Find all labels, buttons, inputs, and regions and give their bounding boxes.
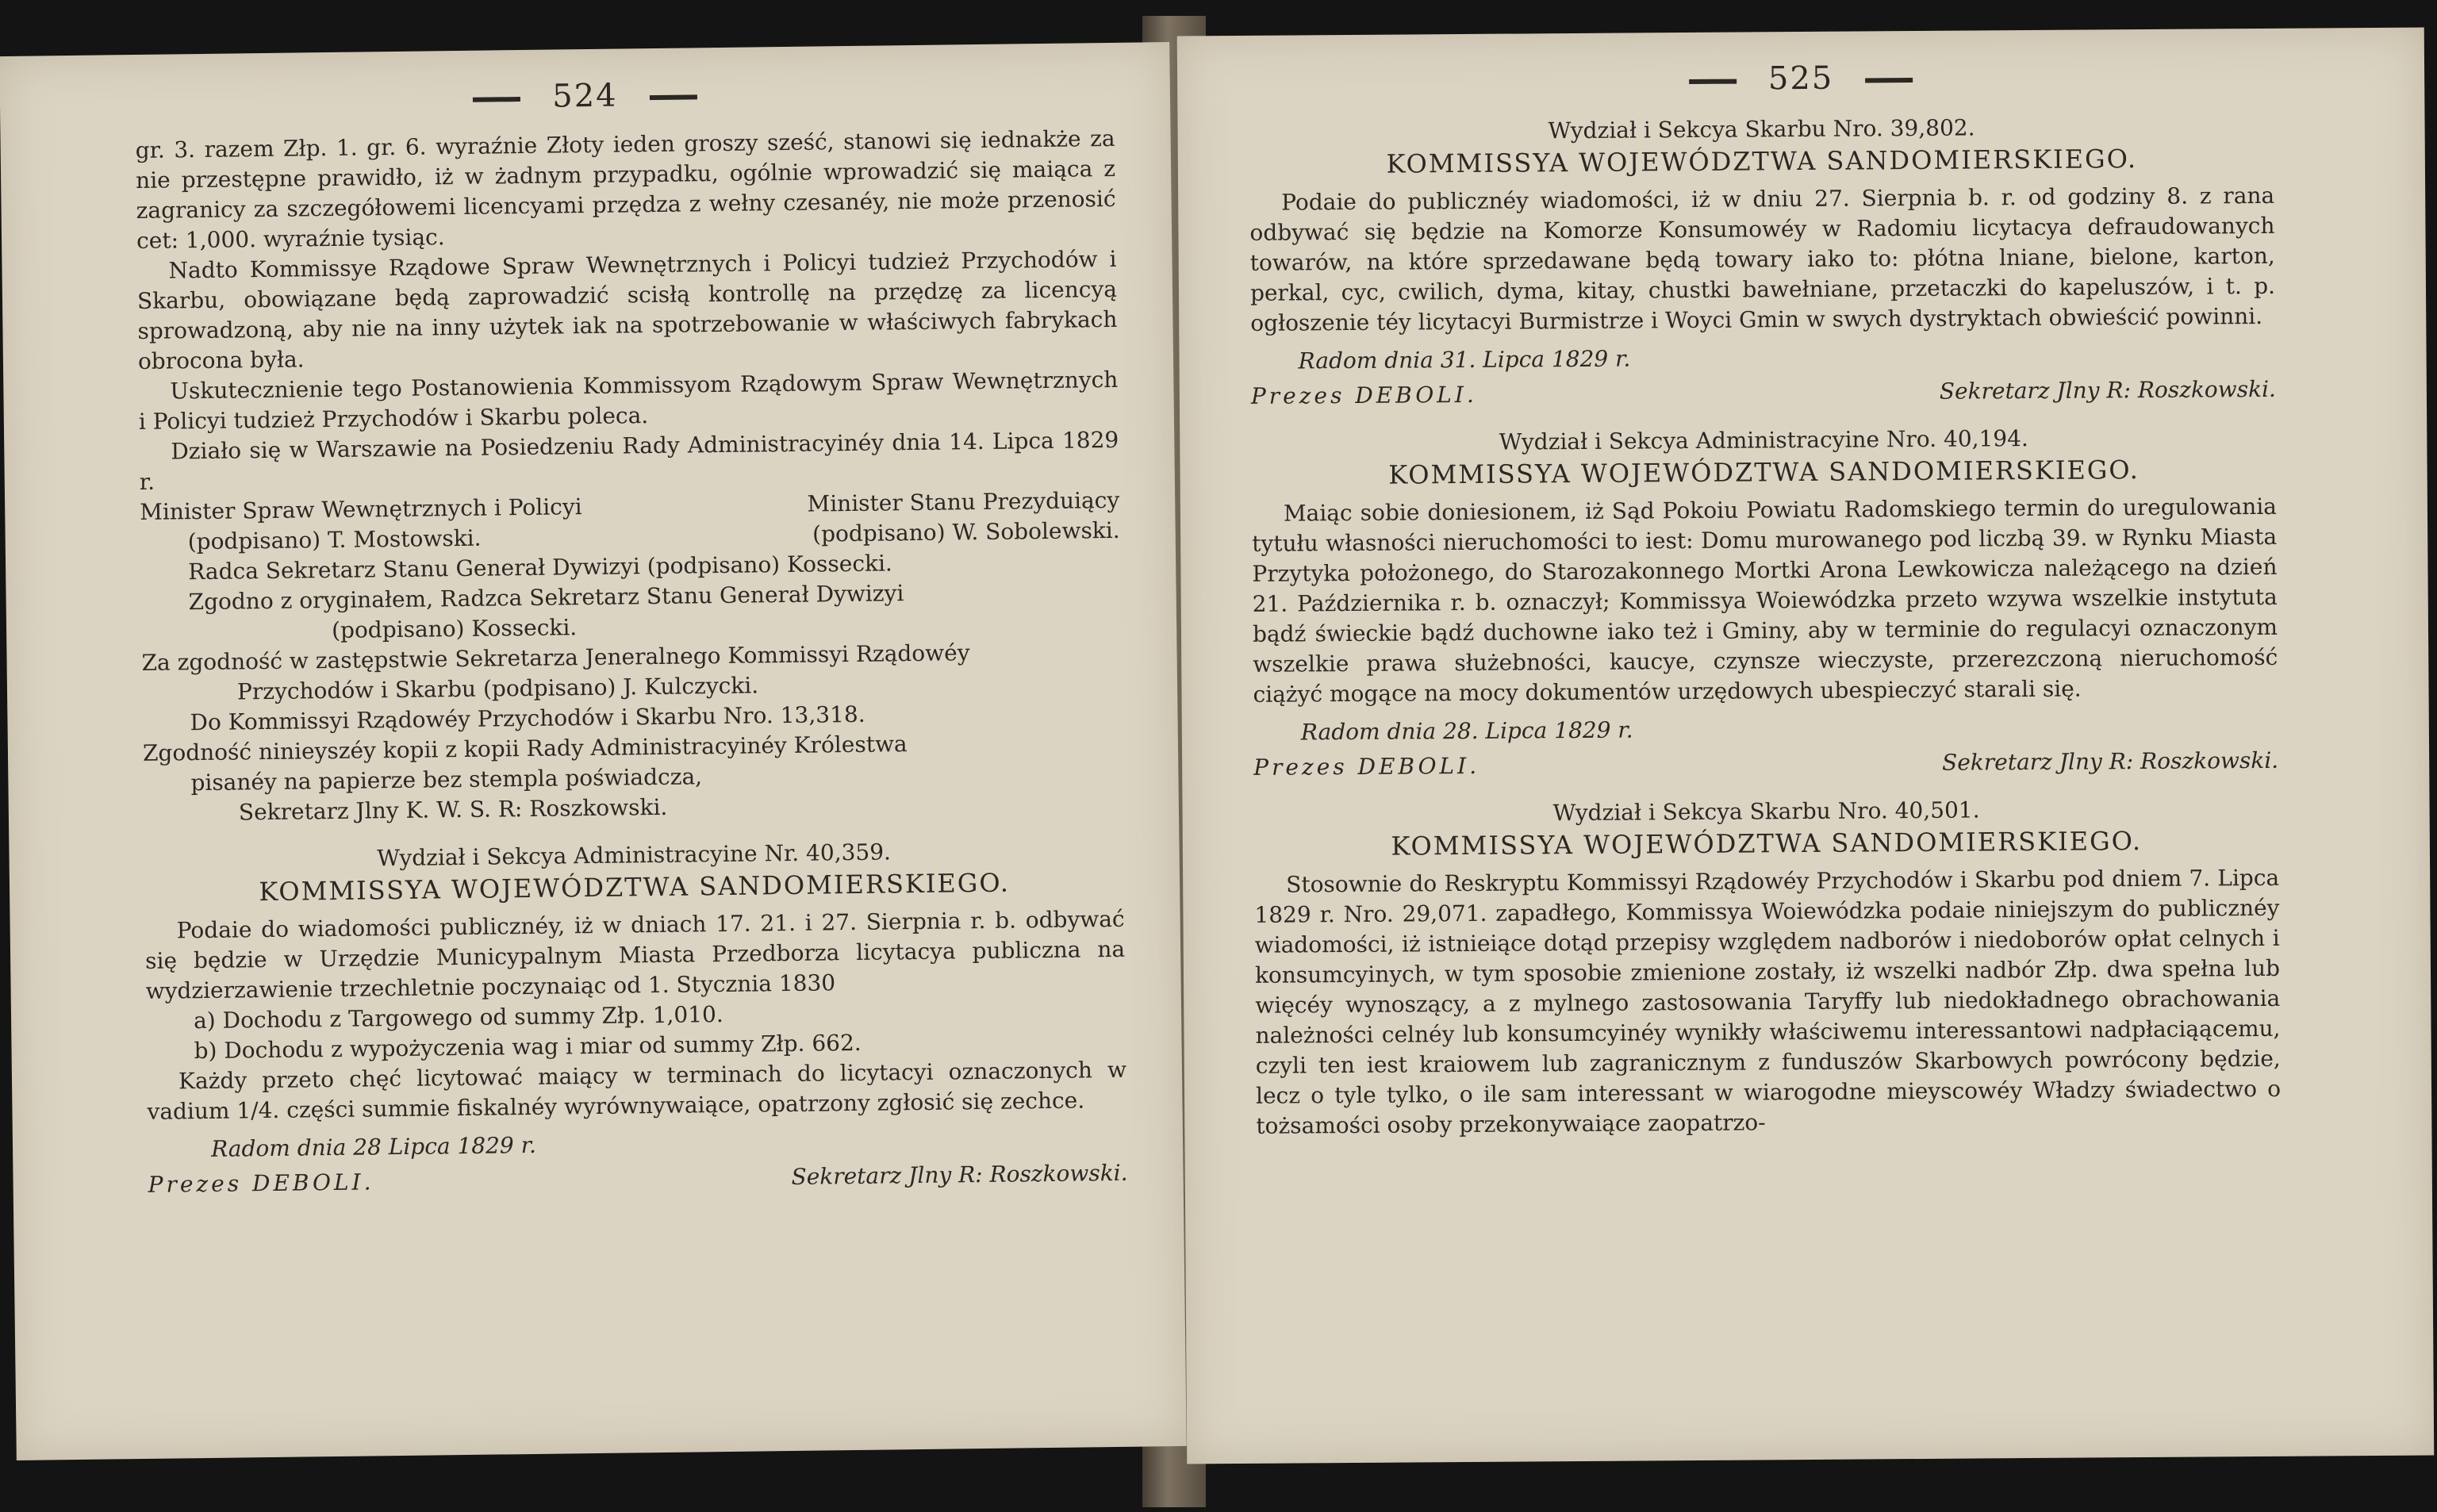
signature-title: Minister Spraw Wewnętrznych i Policyi — [140, 493, 582, 525]
attestation-line: pisanéy na papierze bez stempla poświadcza, — [190, 763, 703, 796]
attestation-line: Przychodów i Skarbu (podpisano) J. Kulczycki. — [236, 672, 759, 705]
secretary-signature: Sekretarz Jlny R: Roszkowski. — [791, 1159, 1128, 1190]
paragraph: gr. 3. razem Złp. 1. gr. 6. wyraźnie Złoty ieden groszy sześć, stanowi się iednakże za nie przestępne prawidło, iż w żadnym przypadku, ogólnie wprowadzić się maiąca z zagranicy za szczegółowemi licencyami przędza z wełny czesanéy, nie może przenosić cet: 1,000. wyraźnie tysiąc. — [135, 125, 1116, 254]
section-header: Wydział i Sekcya Skarbu Nro. 39,802. — [1548, 114, 1975, 144]
signature-block-right — [649, 485, 1120, 551]
attestation-line: Do Kommissyi Rządowéy Przychodów i Skarbu Nro. 13,318. — [190, 700, 865, 736]
signature-row — [1253, 746, 2278, 783]
dash-decoration — [473, 97, 520, 102]
attestation-line: Zgodno z oryginałem, Radzca Sekretarz Stanu Generał Dywizyi — [188, 580, 904, 616]
paragraph: Maiąc sobie doniesionem, iż Sąd Pokoiu Powiatu Radomskiego termin do uregulowania tytułu własności nieruchomości to iest: Domu murowanego pod liczbą 39. w Rynku Miasta Przytyka położonego, do Starozakonnego Mortki Arona Lewkowicza należącego na dzień 21. Października r. b. oznaczył; Kommissya Woiewódzka przeto wzywa wszelkie instytuta bądź świeckie bądź duchowne iako też i Gminy, aby w terminie do regulacyi oznaczonym wszelkie prawa służebności, kaucye, czynsze wieczyste, przerezczoną nieruchomość ciążyć mogące na mocy dokumentów urzędowych ubespieczyć starali się. — [1252, 493, 2278, 708]
attestation-line: Za zgodność w zastępstwie Sekretarza Jeneralnego Kommissyi Rządowéy — [141, 639, 970, 676]
attestation-line: Zgodność ninieyszéy kopii z kopii Rady Administracyinéy Królestwa — [142, 731, 908, 766]
signature-title: Minister Stanu Prezyduiący — [807, 486, 1120, 517]
section-header: Wydział i Sekcya Skarbu Nro. 40,501. — [1552, 796, 1980, 827]
page-number-text: 524 — [551, 77, 618, 115]
page-number-text: 525 — [1767, 59, 1834, 98]
signature-row — [1251, 374, 2276, 412]
section-title: KOMMISSYA WOJEWÓDZTWA SANDOMIERSKIEGO. — [259, 867, 1011, 908]
attestation-line: (podpisano) Kossecki. — [331, 614, 578, 644]
paragraph: Podaie do publicznéy wiadomości, iż w dniu 27. Sierpnia b. r. od godziny 8. z rana odbywać się będzie na Komorze Konsumowéy w Radomiu licytacya defraudowanych towarów, na które sprzedawane będą towary iako to: płótna lniane, bielone, karton, perkal, cyc, cwilich, dyma, kitay, chustki bawełniane, przetaczki do kapeluszów, i t. p. ogłoszenie téy licytacyi Burmistrze i Woyci Gmin w swych dystryktach obwieścić powinni. — [1249, 182, 2276, 336]
signature-block-left — [140, 492, 611, 558]
president-signature: Prezes DEBOLI. — [1250, 381, 1477, 409]
section-header: Wydział i Sekcya Administracyine Nro. 40,194. — [1499, 425, 2029, 455]
place-date: Radom dnia 31. Lipca 1829 r. — [1298, 345, 1631, 374]
place-date: Radom dnia 28 Lipca 1829 r. — [210, 1131, 537, 1162]
list-item: a) Dochodu z Targowego od summy Złp. 1,010. — [193, 1001, 723, 1034]
president-signature: Prezes DEBOLI. — [1253, 752, 1480, 781]
page-number — [1177, 56, 2424, 102]
paragraph: Działo się w Warszawie na Posiedzeniu Rady Administracyinéy dnia 14. Lipca 1829 r. — [139, 426, 1119, 495]
signature-row — [140, 485, 1120, 558]
paragraph: Każdy przeto chęć licytować maiący w terminach do licytacyi oznaczonych w vadium 1/4. części summie fiskalnéy wyrównywaiące, opatrzony zgłosić się zechce. — [147, 1056, 1127, 1125]
dash-decoration — [650, 94, 697, 100]
list-item: b) Dochodu z wypożyczenia wag i miar od summy Złp. 662. — [194, 1029, 862, 1065]
right-page — [1177, 28, 2435, 1464]
dash-decoration — [1689, 79, 1737, 84]
section-title: KOMMISSYA WOJEWÓDZTWA SANDOMIERSKIEGO. — [1388, 455, 2140, 490]
section-title: KOMMISSYA WOJEWÓDZTWA SANDOMIERSKIEGO. — [1391, 826, 2143, 862]
right-page-content — [1177, 110, 2431, 1142]
signature-name: (podpisano) T. Mostowski. — [187, 524, 482, 555]
secretary-signature: Sekretarz Jlny R: Roszkowski. — [1939, 375, 2276, 405]
attestation-line: Sekretarz Jlny K. W. S. R: Roszkowski. — [238, 793, 668, 826]
left-page — [0, 42, 1187, 1460]
left-page-content — [0, 123, 1183, 1202]
president-signature: Prezes DEBOLI. — [148, 1169, 374, 1198]
paragraph: Stosownie do Reskryptu Kommissyi Rządowéy Przychodów i Skarbu pod dniem 7. Lipca 1829 r. Nro. 29,071. zapadłego, Kommissya Woiewódzka podaie niniejszym do publicznéy wiadomości, iż istnieiące dotąd przepisy względem nadborów i niedoborów opłat celnych i konsumcyinych, w tym sposobie zmienione zostały, iż wszelki nadbór Złp. dwa spełna lub więcéy wynoszący, a z mylnego zastosowania Taryffy lub niedokładnego obrachowania należności celnéy lub konsumcyinéy wynikły właściwemu interessantowi nadpłaciąącemu, czyli ten iest kraiowem lub zagranicznym z funduszów Skarbowych powrócony będzie, lecz o tyle tylko, o ile sam interessant w wiarogodne mieyscowéy Władzy świadectwo o tożsamości osoby przekonywaiące zaopatrzo- — [1254, 864, 2282, 1139]
section-title: KOMMISSYA WOJEWÓDZTWA SANDOMIERSKIEGO. — [1386, 144, 2138, 179]
paragraph: Podaie do wiadomości publicznéy, iż w dniach 17. 21. i 27. Sierpnia r. b. odbywać się będzie w Urzędzie Municypalnym Miasta Przedborza licytacya publiczna na wydzierzawienie trzechletnie poczynaiąc od 1. Stycznia 1830 — [144, 905, 1126, 1004]
attestation-line: Radca Sekretarz Stanu Generał Dywizyi (podpisano) Kossecki. — [187, 550, 893, 585]
secretary-signature: Sekretarz Jlny R: Roszkowski. — [1941, 746, 2279, 776]
place-date: Radom dnia 28. Lipca 1829 r. — [1300, 716, 1633, 746]
page-number — [0, 71, 1170, 121]
dash-decoration — [1865, 78, 1913, 83]
paragraph: Nadto Kommissye Rządowe Spraw Wewnętrznych i Policyi tudzież Przychodów i Skarbu, obowiązane będą zaprowadzić scisłą kontrollę na przędzę za licencyą sprowadzoną, aby nie na inny użytek iak na spotrzebowanie w właściwych fabrykach obrocona była. — [136, 245, 1118, 374]
signature-name: (podpisano) W. Sobolewski. — [812, 516, 1120, 547]
paragraph: Uskutecznienie tego Postanowienia Kommissyom Rządowym Spraw Wewnętrznych i Policyi tudzież Przychodów i Skarbu poleca. — [138, 366, 1119, 435]
section-header: Wydział i Sekcya Administracyine Nr. 40,359. — [377, 839, 892, 872]
signature-row — [148, 1158, 1127, 1200]
